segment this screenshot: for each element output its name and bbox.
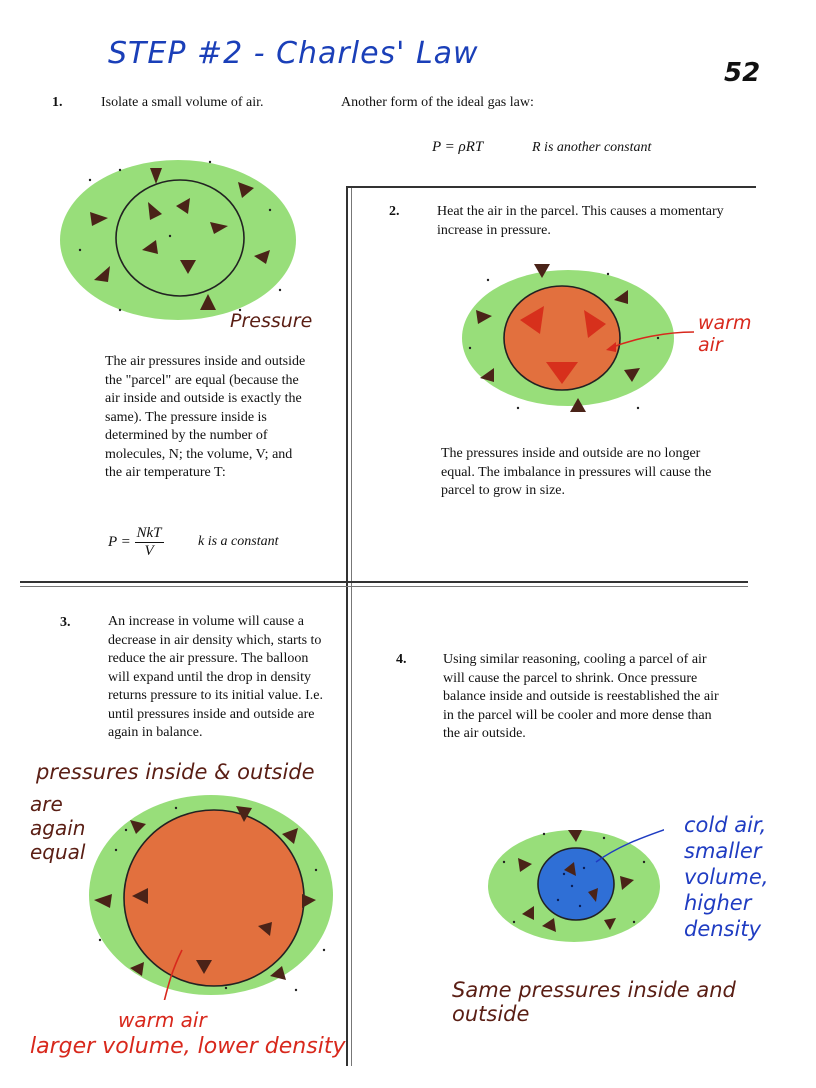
section-3-body: An increase in volume will cause a decrease in air density which, starts to reduce the air pressure. The balloon will expand until the drop in density returns pressure to its initial value. I.e. until pressures inside and outside are again in balance. (108, 614, 323, 740)
warm-air-pointer (606, 326, 696, 356)
section-3-number: 3. (60, 615, 71, 630)
gas-law-note: R is another constant (532, 140, 652, 155)
section-4-number: 4. (396, 652, 407, 667)
equation-lhs: P = (108, 533, 131, 550)
section-4-body: Using similar reasoning, cooling a parcel of air will cause the parcel to shrink. Once pressure balance inside and outside is reestablished the air in the parcel will be cooler and more dense than the air outside. (443, 652, 719, 741)
warm-air-label: warm air (698, 312, 752, 356)
section-2-body: The pressures inside and outside are no longer equal. The imbalance in pressures will cause the parcel to grow in size. (441, 446, 712, 498)
diagram-parcel-expanded (86, 790, 336, 1000)
gas-law-equation: P = ρRT (432, 139, 484, 155)
section-3-note-side: are again equal (30, 792, 86, 864)
divider-top-right (346, 186, 756, 188)
section-1-body: The air pressures inside and outside the "parcel" are equal (because the air inside and outside is exactly the same). The pressure inside is determined by the number of molecules, N; the volume, V; and the air temperature T: (105, 354, 306, 480)
same-pressures-label: Same pressures inside and outside (452, 978, 736, 1026)
equation-denominator: V (144, 543, 154, 559)
equation-fraction (135, 525, 164, 560)
section-2-number: 2. (389, 204, 400, 219)
section-3-note-warm: warm air (118, 1008, 207, 1032)
equation-k-note: k is a constant (198, 534, 279, 549)
section-3-note-top: pressures inside & outside (36, 760, 315, 784)
section-1-intro: Isolate a small volume of air. (101, 95, 264, 110)
page-title: STEP #2 - Charles' Law (108, 36, 479, 71)
divider-vertical (346, 186, 348, 1066)
divider-vertical-inner (351, 186, 352, 1066)
equation-numerator: NkT (136, 525, 162, 541)
gas-law-intro: Another form of the ideal gas law: (341, 95, 534, 110)
diagram-parcel-cooled (484, 822, 664, 950)
pressure-label: Pressure (230, 310, 313, 332)
section-2-intro: Heat the air in the parcel. This causes a momentary increase in pressure. (437, 204, 724, 238)
page-number: 52 (724, 58, 761, 88)
cold-air-label: cold air, smaller volume, higher density (684, 813, 769, 941)
divider-middle-inner (20, 586, 748, 587)
equation-pnktv (108, 525, 164, 560)
section-1-number: 1. (52, 95, 63, 110)
section-3-note-bottom: larger volume, lower density (30, 1034, 346, 1059)
divider-middle (20, 581, 748, 583)
